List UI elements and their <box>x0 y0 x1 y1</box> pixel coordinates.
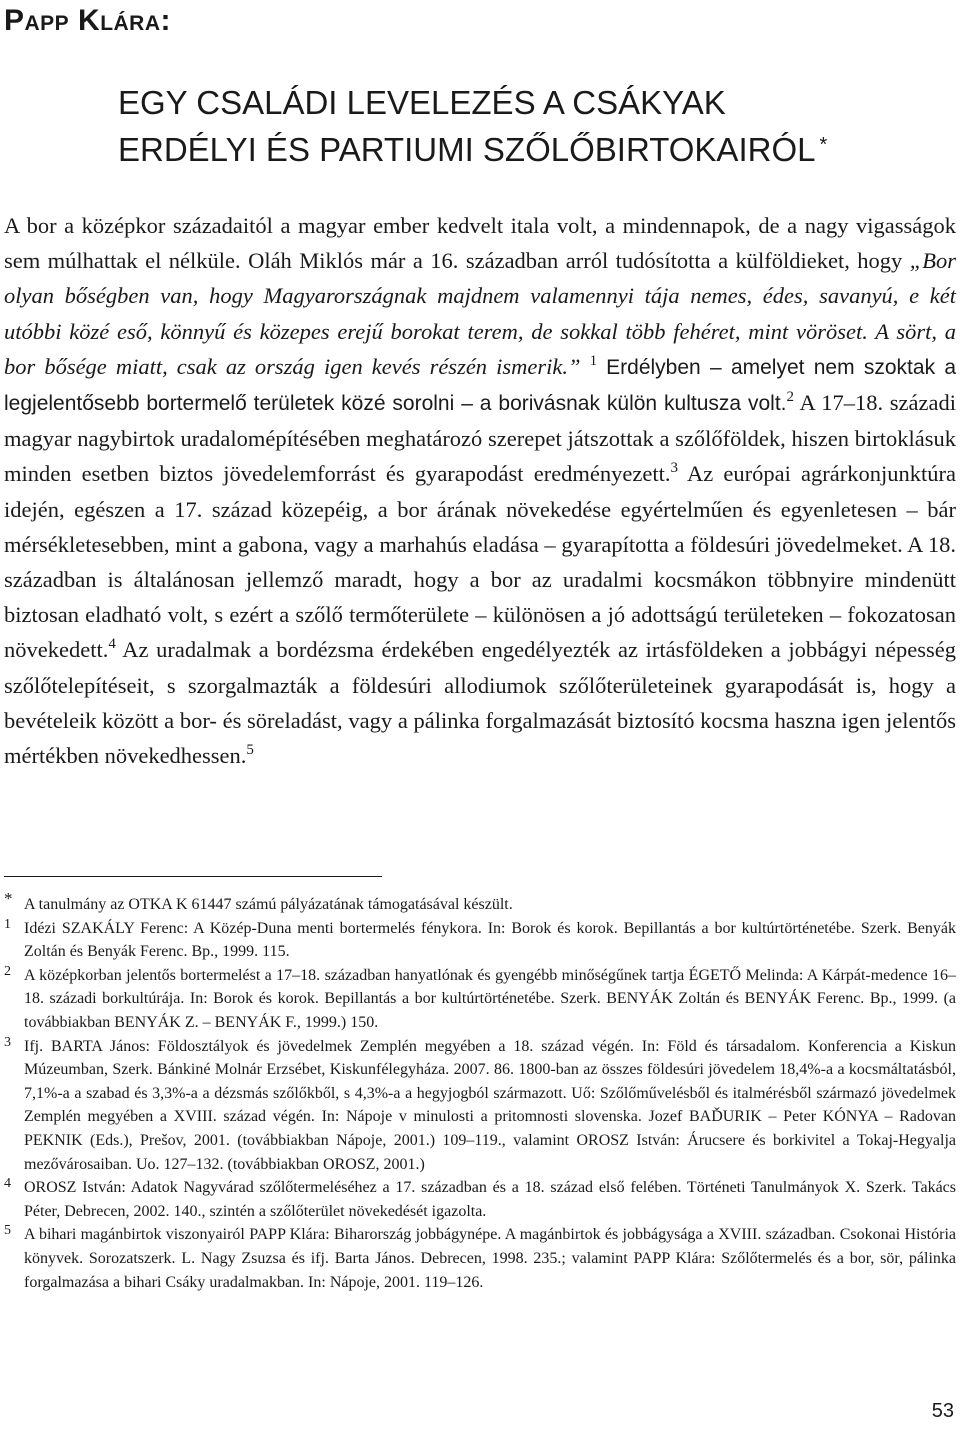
article-title <box>118 82 918 171</box>
footnote-ref-2[interactable]: 2 <box>786 389 794 406</box>
body-quote: „Bor olyan bőségben van, hogy Magyarországnak majdnem valamennyi tája nemes, édes, savanyú, e két utóbbi közé eső, könnyű és közepes erejű borokat terem, de sokkal több fehéret, mint vöröset. A sört, a bor bősége miatt, csak az ország igen kevés részén ismerik.” <box>4 248 956 379</box>
body-sentence-5: Az uradalmak a bordézsma érdekében engedélyezték az irtásföldeken a jobbágyi népesség szőlőtelepítéseit, s szorgalmazták a földesúri allodiumok szőlőterületeinek gyarapodását is, hogy a bevételeik között a bor- és söreladást, vagy a pálinka forgalmazását biztosító kocsma haszna igen jelentős mértékben növekedhessen. <box>4 637 956 769</box>
footnote-2 <box>4 964 956 1035</box>
footnote-3 <box>4 1035 956 1177</box>
body-sentence-3: A 17–18. századi magyar nagybirtok uradalomépítésében meghatározó szerepet játszottak a szőlőföldek, hiszen birtoklásuk minden esetben biztos jövedelemforrást és gyarapodást eredményezett. <box>4 390 956 487</box>
author-name: Papp Klára: <box>4 4 172 37</box>
footnote-4 <box>4 1176 956 1223</box>
footnotes-list <box>4 889 956 1294</box>
footnote-ref-5[interactable]: 5 <box>246 742 254 759</box>
footnote-text: Ifj. BARTA János: Földosztályok és jövedelmek Zemplén megyében a 18. század végén. In: Föld és társadalom. Konferencia a Kiskun Múzeumban, Szerk. Bánkiné Molnár Erzsébet, Kiskunfélegyháza. 2007. 86. 1800-ban az összes földesúri jövedelem 18,4%-a a kocsmáltatásból, 7,1%-a a szabad és 3,3%-a a dézsmás szőlőkből, s 4,3%-a a hegyjogból származott. Uő: Szőlőművelésből és italmérésből származó jövedelmek Zemplén megyében a XVIII. század végén. In: Nápoje v minulosti a pritomnosti slovenska. Jozef BAĎURIK – Peter KÓNYA – Radovan PEKNIK (Eds.), Prešov, 2001. (továbbiakban Nápoje, 2001.) 109–119., valamint OROSZ István: Árucsere és borkivitel a Tokaj-Hegyalja mezővárosaiban. Uo. 127–132. (továbbiakban OROSZ, 2001.) <box>24 1037 956 1173</box>
footnote-mark: 2 <box>4 963 11 979</box>
title-line-2 <box>118 124 918 171</box>
body-sentence-1: A bor a középkor századaitól a magyar ember kedvelt itala volt, a mindennapok, de a nagy vigasságok sem múlhattak el nélküle. Oláh Miklós már a 16. században arról tudósította a külföldieket, hogy <box>4 213 956 274</box>
title-line-2-text: ERDÉLYI ÉS PARTIUMI SZŐLŐBIRTOKAIRÓL <box>118 131 816 168</box>
body-sentence-2: Erdélyben – amelyet nem szoktak a legjelentősebb bortermelő területek közé sorolni – a borivásnak külön kultusza volt. <box>4 355 957 416</box>
footnote-mark: 3 <box>4 1034 11 1050</box>
footnote-star <box>4 889 956 917</box>
title-line-1: EGY CSALÁDI LEVELEZÉS A CSÁKYAK <box>118 84 726 121</box>
footnote-mark: * <box>4 889 13 908</box>
page-number: 53 <box>931 1400 954 1422</box>
footnote-text: A tanulmány az OTKA K 61447 számú pályázatának támogatásával készült. <box>24 896 513 913</box>
footnote-text: A középkorban jelentős bortermelést a 17–18. században hanyatlónak és gyengébb minőségűnek tartja ÉGETŐ Melinda: A Kárpát-medence 16–18. századi borkultúrája. In: Borok és korok. Bepillantás a bor kultúrtörténetébe. Szerk. BENYÁK Zoltán és BENYÁK Ferenc. Bp., 1999. (a továbbiakban BENYÁK Z. – BENYÁK F., 1999.) 150. <box>24 966 956 1031</box>
footnote-text: OROSZ István: Adatok Nagyvárad szőlőtermeléséhez a 17. században és a 18. század első felében. Történeti Tanulmányok X. Szerk. Takács Péter, Debrecen, 2002. 140., szintén a szőlőterület növekedését igazolta. <box>24 1179 956 1220</box>
footnote-ref-3[interactable]: 3 <box>670 460 679 477</box>
footnote-5 <box>4 1223 956 1294</box>
footnote-ref-4[interactable]: 4 <box>108 636 116 653</box>
footnote-separator <box>4 876 382 877</box>
body-sentence-4: Az európai agrárkonjunktúra idején, egészen a 17. század közepéig, a bor árának növekedése egyértelműen és egyenletesen – bár mérsékletesebben, mint a gabona, vagy a marhahús eladása – gyarapította a földesúri jövedelmeket. A 18. században is általánosan jellemző maradt, hogy a bor az uradalmi kocsmákon többnyire mindenütt biztosan eladható volt, s ezért a szőlő termőterülete – különösen a jó adottságú területeken – fokozatosan növekedett. <box>4 461 956 663</box>
footnote-mark: 1 <box>4 916 11 932</box>
footnote-mark: 5 <box>4 1223 11 1239</box>
footnote-text: A bihari magánbirtok viszonyairól PAPP Klára: Biharország jobbágynépe. A magánbirtok és jobbágysága a XVIII. században. Csokonai História könyvek. Sorozatszerk. L. Nagy Zsuzsa és ifj. Barta János. Debrecen, 1998. 235.; valamint PAPP Klára: Szőlőtermelés és a bor, sör, pálinka forgalmazása a bihari Csáky uradalmakban. In: Nápoje, 2001. 119–126. <box>24 1226 956 1291</box>
title-footnote-mark[interactable]: * <box>819 134 828 156</box>
footnote-1 <box>4 917 956 964</box>
footnote-mark: 4 <box>4 1176 11 1192</box>
footnote-text: Idézi SZAKÁLY Ferenc: A Közép-Duna menti bortermelés fénykora. In: Borok és korok. Bepillantás a bor kultúrtörténetébe. Szerk. Benyák Zoltán és Benyák Ferenc. Bp., 1999. 115. <box>24 919 956 961</box>
footnote-ref-1[interactable]: 1 <box>589 352 598 369</box>
body-paragraph <box>4 208 956 773</box>
